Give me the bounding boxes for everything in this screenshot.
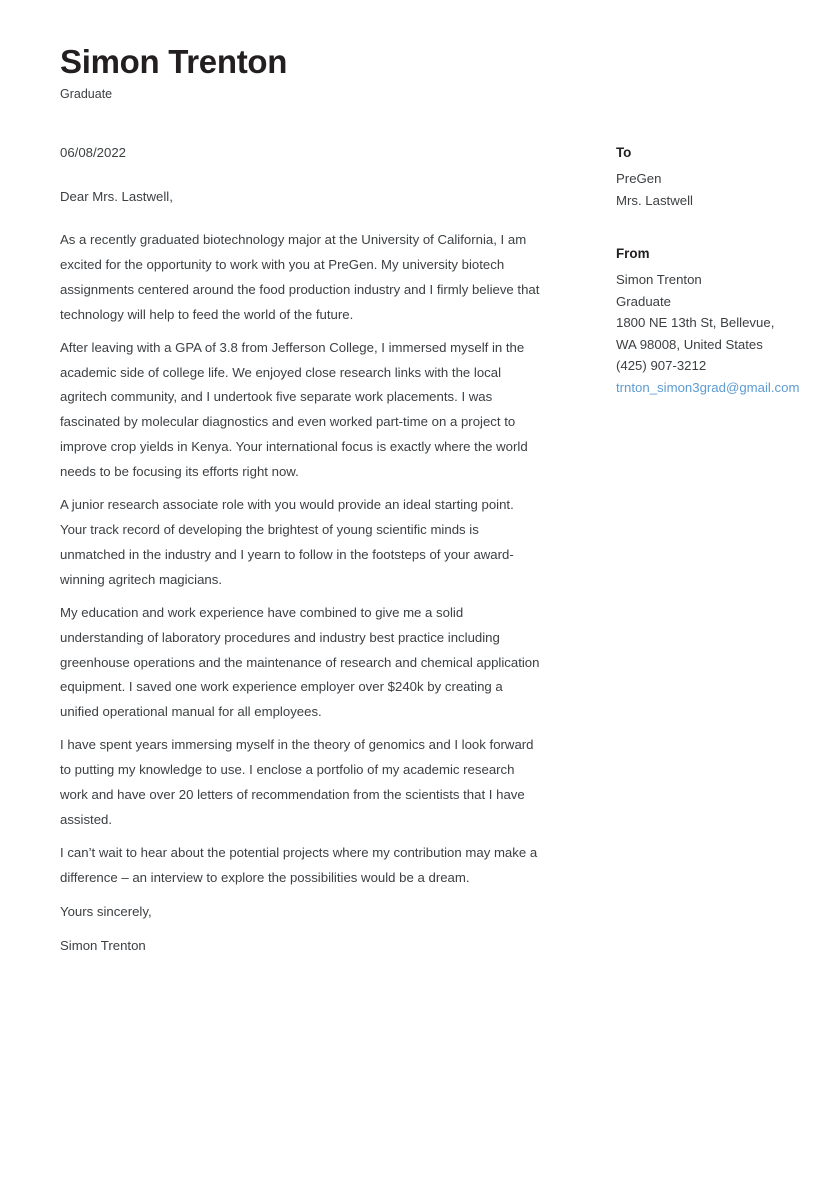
recipient-name: Mrs. Lastwell bbox=[616, 192, 693, 208]
recipient-company: PreGen bbox=[616, 171, 662, 186]
letter-salutation: Dear Mrs. Lastwell, bbox=[60, 189, 173, 204]
letter-closing: Yours sincerely, bbox=[60, 903, 152, 919]
page-title: Simon Trenton bbox=[60, 43, 288, 80]
letter-paragraph: I can’t wait to hear about the potential projects where my contribution may make a difference – an interview to explore the possibilities would be a dream. bbox=[60, 844, 538, 885]
letter-date: 06/08/2022 bbox=[60, 145, 127, 160]
sender-role: Graduate bbox=[616, 293, 671, 309]
recipient-block bbox=[616, 142, 826, 211]
sender-block bbox=[616, 243, 826, 398]
letter-body-column bbox=[60, 140, 543, 958]
letter-paragraph: After leaving with a GPA of 3.8 from Jefferson College, I immersed myself in the academic side of college life. We enjoyed close research links with the local agritech community, and I undertook five separate work placements. I was fascinated by molecular diagnostics and even worked part-time on a project to improve crop yields in Kenya. Your international focus is exactly where the world needs to be focusing its efforts right now. bbox=[60, 339, 528, 480]
letter-signature: Simon Trenton bbox=[60, 937, 146, 953]
letter-meta-column bbox=[616, 142, 826, 398]
letter-paragraph: As a recently graduated biotechnology major at the University of California, I am excited for the opportunity to work with you at PreGen. My university biotech assignments centered around the food production industry and I firmly believe that technology will help to feed the world of the future. bbox=[60, 232, 540, 322]
candidate-role-subtitle: Graduate bbox=[60, 87, 113, 101]
sender-name: Simon Trenton bbox=[616, 272, 702, 287]
sender-address-line-2: WA 98008, United States bbox=[616, 336, 763, 352]
letter-paragraph: A junior research associate role with you would provide an ideal starting point. Your track record of developing the brightest of young scientific minds is unmatched in the industry and I yearn to follow in the footsteps of your award-winning agritech magicians. bbox=[60, 497, 514, 587]
letterhead bbox=[60, 42, 620, 102]
sender-email-link[interactable]: trnton_simon3grad@gmail.com bbox=[616, 379, 800, 395]
letter-paragraph: My education and work experience have combined to give me a solid understanding of laboratory procedures and industry best practice including greenhouse operations and the maintenance of research and chemical application equipment. I saved one work experience employer over $240k by creating a unified operational manual for all employees. bbox=[60, 604, 540, 720]
letter-paragraph: I have spent years immersing myself in the theory of genomics and I look forward to putting my knowledge to use. I enclose a portfolio of my academic research work and have over 20 letters of recommendation from the scientists that I have assisted. bbox=[60, 737, 534, 827]
recipient-heading: To bbox=[616, 145, 632, 160]
sender-phone: (425) 907-3212 bbox=[616, 358, 707, 373]
sender-heading: From bbox=[616, 246, 650, 261]
sender-address-line-1: 1800 NE 13th St, Bellevue, bbox=[616, 315, 775, 330]
